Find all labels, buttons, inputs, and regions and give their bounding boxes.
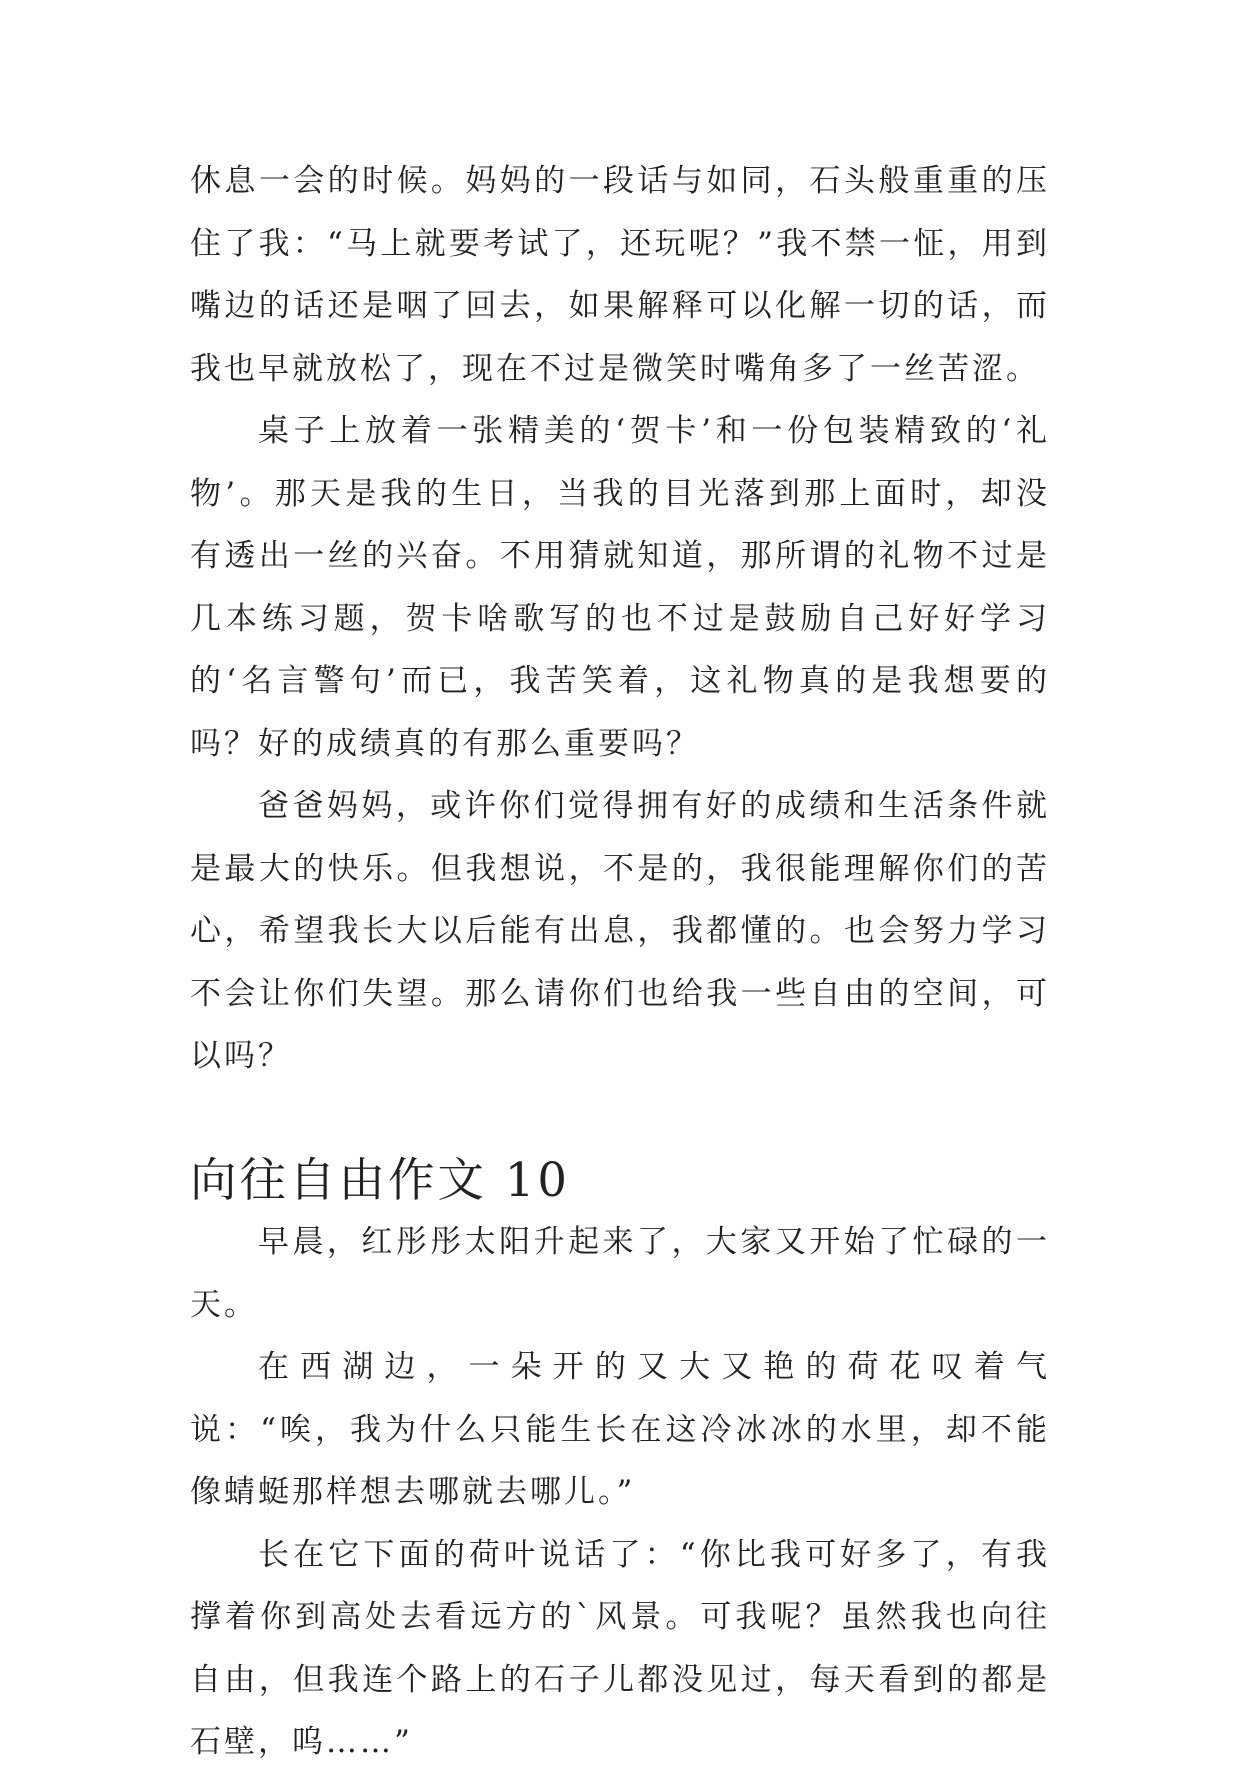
paragraph-lotus-leaf: 长在它下面的荷叶说话了：“你比我可好多了，有我撑着你到高处去看远方的`风景。可我呢？虽然我也向往自由，但我连个路上的石子儿都没见过，每天看到的都是石壁，呜……” — [190, 1536, 1050, 1760]
paragraph-lotus-flower: 在西湖边，一朵开的又大又艳的荷花叹着气说：“唉，我为什么只能生长在这冷冰冰的水里，却不能像蜻蜓那样想去哪就去哪儿。” — [190, 1349, 1050, 1510]
document-page — [190, 150, 1050, 1774]
paragraph-continuation: 休息一会的时候。妈妈的一段话与如同，石头般重重的压住了我：“马上就要考试了，还玩呢？”我不禁一怔，用到嘴边的话还是咽了回去，如果解释可以化解一切的话，而我也早就放松了，现在不过是微笑时嘴角多了一丝苦涩。 — [190, 163, 1050, 387]
paragraph-parents-plea: 爸爸妈妈，或许你们觉得拥有好的成绩和生活条件就是最大的快乐。但我想说，不是的，我很能理解你们的苦心，希望我长大以后能有出息，我都懂的。也会努力学习不会让你们失望。那么请你们也给我一些自由的空间，可以吗？ — [190, 788, 1050, 1074]
paragraph-morning: 早晨，红彤彤太阳升起来了，大家又开始了忙碌的一天。 — [190, 1224, 1050, 1323]
paragraph-birthday-gift: 桌子上放着一张精美的‘贺卡’和一份包装精致的‘礼物’。那天是我的生日，当我的目光落到那上面时，却没有透出一丝的兴奋。不用猜就知道，那所谓的礼物不过是几本练习题，贺卡啥歌写的也不过是鼓励自己好好学习的‘名言警句’而已，我苦笑着，这礼物真的是我想要的吗？好的成绩真的有那么重要吗？ — [190, 413, 1050, 762]
essay-heading: 向往自由作文 10 — [190, 1152, 570, 1207]
